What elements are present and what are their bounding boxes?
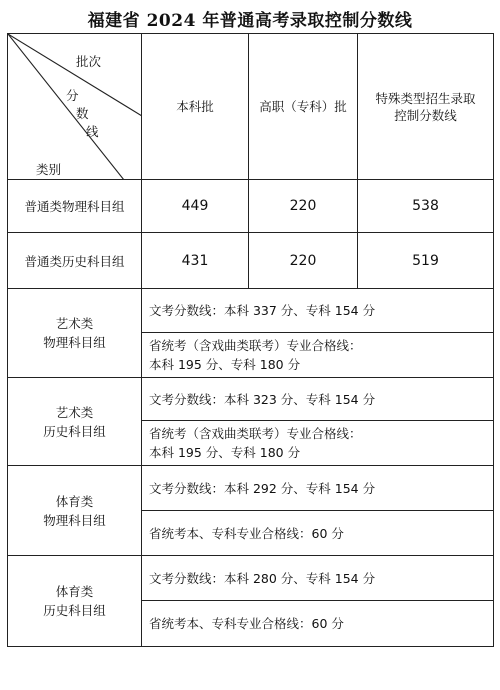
culture-score-rule: 文考分数线：本科 323 分、专科 154 分 <box>142 378 494 421</box>
table-row <box>8 556 494 601</box>
category-label-line1: 体育类 <box>55 584 94 599</box>
category-label <box>8 289 142 378</box>
score-table <box>7 33 494 647</box>
diag-score-label-3: 线 <box>86 124 99 139</box>
category-label <box>8 466 142 556</box>
table-row <box>8 466 494 511</box>
col-header-special-line2: 控制分数线 <box>394 107 457 123</box>
diag-batch-label: 批次 <box>76 54 102 69</box>
value-cell: 220 <box>249 180 358 233</box>
diag-score-label-2: 数 <box>76 106 89 121</box>
diagonal-header-cell <box>8 34 142 180</box>
rule-line1: 省统考（含戏曲类联考）专业合格线： <box>149 426 362 441</box>
rule-line2: 本科 195 分、专科 180 分 <box>149 357 301 372</box>
col-header-special-line1: 特殊类型招生录取 <box>375 90 476 106</box>
culture-score-rule: 文考分数线：本科 337 分、专科 154 分 <box>142 289 494 333</box>
rule-line1: 省统考（含戏曲类联考）专业合格线： <box>149 338 362 353</box>
table-row <box>8 289 494 333</box>
table-row <box>8 180 494 233</box>
rule-line2: 本科 195 分、专科 180 分 <box>149 445 301 460</box>
category-label-line1: 体育类 <box>55 493 94 509</box>
professional-score-rule <box>142 511 494 556</box>
category-label-line1: 艺术类 <box>55 404 94 420</box>
header-row <box>8 34 494 180</box>
culture-score-rule: 文考分数线：本科 280 分、专科 154 分 <box>142 556 494 601</box>
professional-score-rule <box>142 333 494 378</box>
page-title: 福建省 2024 年普通高考录取控制分数线 <box>87 11 413 31</box>
row-label: 普通类历史科目组 <box>8 233 142 289</box>
rule-line1: 省统考本、专科专业合格线：60 分 <box>149 616 344 631</box>
col-header-undergrad: 本科批 <box>142 34 249 180</box>
value-cell: 519 <box>358 233 494 289</box>
table-row <box>8 378 494 421</box>
category-label-line1: 艺术类 <box>55 316 94 331</box>
diagonal-lines <box>8 34 142 180</box>
col-header-vocational: 高职（专科）批 <box>249 34 358 180</box>
diag-score-label-1: 分 <box>66 88 79 103</box>
value-cell: 538 <box>358 180 494 233</box>
professional-score-rule <box>142 421 494 466</box>
value-cell: 431 <box>142 233 249 289</box>
category-label-line2: 物理科目组 <box>43 335 106 350</box>
category-label <box>8 556 142 647</box>
category-label-line2: 历史科目组 <box>43 423 106 439</box>
category-label-line2: 物理科目组 <box>43 512 106 528</box>
culture-score-rule: 文考分数线：本科 292 分、专科 154 分 <box>142 466 494 511</box>
rule-line1: 省统考本、专科专业合格线：60 分 <box>149 525 344 541</box>
category-label-line2: 历史科目组 <box>43 603 106 618</box>
table-row <box>8 233 494 289</box>
value-cell: 449 <box>142 180 249 233</box>
col-header-special <box>358 34 494 180</box>
value-cell: 220 <box>249 233 358 289</box>
row-label: 普通类物理科目组 <box>8 180 142 233</box>
diag-category-label: 类别 <box>36 162 62 177</box>
professional-score-rule <box>142 601 494 647</box>
category-label <box>8 378 142 466</box>
